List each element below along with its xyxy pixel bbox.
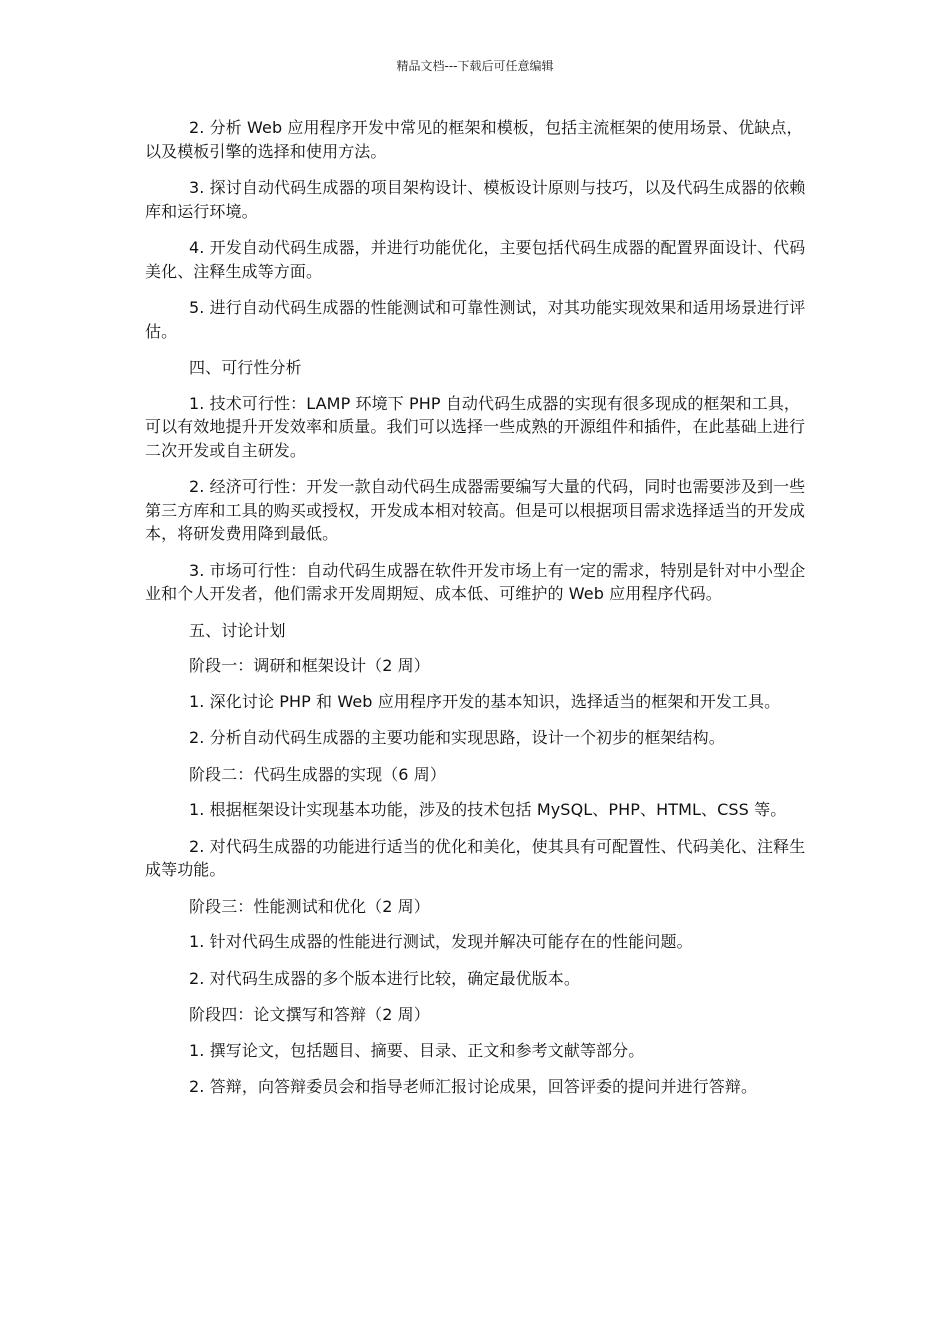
section-heading: 四、可行性分析 (189, 358, 302, 377)
stage-heading: 阶段四：论文撰写和答辩（2 周） (189, 1005, 430, 1024)
paragraph: 1. 撰写论文，包括题目、摘要、目录、正文和参考文献等部分。 (189, 1040, 645, 1060)
paragraph: 1. 根据框架设计实现基本功能，涉及的技术包括 MySQL、PHP、HTML、CSS 等。 (189, 800, 787, 819)
stage-heading: 阶段一：调研和框架设计（2 周） (189, 656, 430, 675)
paragraph: 3. 市场可行性：自动代码生成器在软件开发市场上有一定的需求，特别是针对中小型企业和个人开发者，他们需求开发周期短、成本低、可维护的 Web 应用程序代码。 (145, 560, 806, 603)
paragraph: 1. 深化讨论 PHP 和 Web 应用程序开发的基本知识，选择适当的框架和开发工具。 (189, 691, 781, 711)
paragraph: 1. 针对代码生成器的性能进行测试，发现并解决可能存在的性能问题。 (189, 932, 693, 951)
paragraph: 2. 分析自动代码生成器的主要功能和实现思路，设计一个初步的框架结构。 (189, 728, 725, 747)
paragraph: 2. 经济可行性：开发一款自动代码生成器需要编写大量的代码，同时也需要涉及到一些第三方库和工具的购买或授权，开发成本相对较高。但是可以根据项目需求选择适当的开发成本，将研发费用降到最低。 (145, 477, 806, 543)
paragraph: 4. 开发自动代码生成器，并进行功能优化，主要包括代码生成器的配置界面设计、代码美化、注释生成等方面。 (145, 238, 806, 281)
paragraph: 2. 分析 Web 应用程序开发中常见的框架和模板，包括主流框架的使用场景、优缺点，以及模板引擎的选择和使用方法。 (145, 118, 803, 161)
paragraph: 5. 进行自动代码生成器的性能测试和可靠性测试，对其功能实现效果和适用场景进行评估。 (145, 298, 806, 341)
paragraph: 1. 技术可行性：LAMP 环境下 PHP 自动代码生成器的实现有很多现成的框架和工具，可以有效地提升开发效率和质量。我们可以选择一些成熟的开源组件和插件，在此基础上进行二次开发或自主研发。 (145, 393, 806, 460)
paragraph: 2. 对代码生成器的功能进行适当的优化和美化，使其具有可配置性、代码美化、注释生成等功能。 (145, 836, 806, 879)
paragraph: 3. 探讨自动代码生成器的项目架构设计、模板设计原则与技巧，以及代码生成器的依赖库和运行环境。 (145, 178, 806, 221)
paragraph: 2. 答辩，向答辩委员会和指导老师汇报讨论成果，回答评委的提问并进行答辩。 (189, 1077, 758, 1096)
stage-heading: 阶段二：代码生成器的实现（6 周） (189, 764, 446, 784)
paragraph: 2. 对代码生成器的多个版本进行比较，确定最优版本。 (189, 968, 580, 988)
section-heading: 五、讨论计划 (189, 620, 286, 640)
document-body (145, 116, 810, 1112)
stage-heading: 阶段三：性能测试和优化（2 周） (189, 896, 430, 916)
page-header: 精品文档---下载后可任意编辑 (396, 59, 554, 73)
